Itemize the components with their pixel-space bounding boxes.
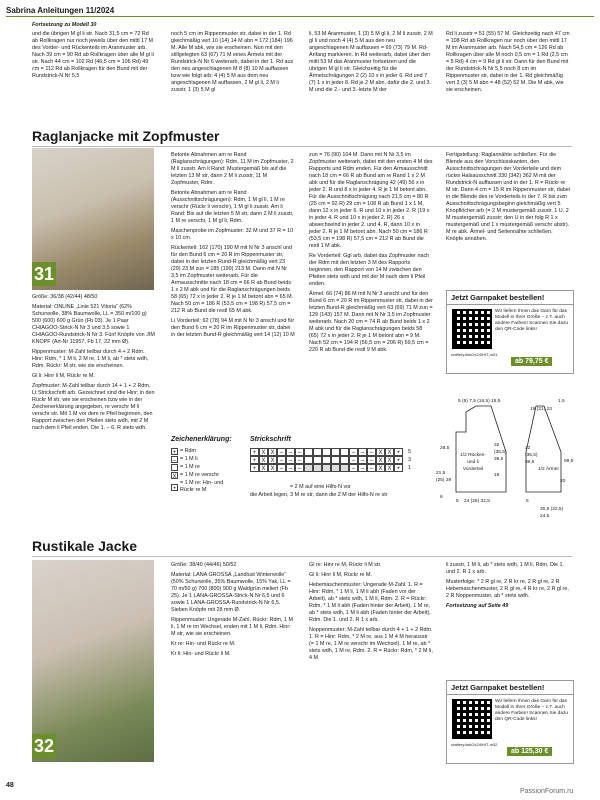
finishing-text: Fertigstellung: Raglannähte schließen. Für die Blende aus den Vorschlusskanten, den Ausschnittschrägungen der Vorderteile und dem rückw Halsausschnitt 330 (342) 362 M mit der Rundstrick-N auffassen und in der 1. R = Rückr re M str. Dann 4 cm = 15 R im Rippenmuster str, dabei in die Blende des re Vorderteils in der 7. R bis zum Ausschnittschrägungsbeginn gleichmäßig vert 5 Knopflöcher arb (= 2 M mustergemäß zusstr, 1 U, 2 M mustergemäß zusstr; den U in der folg R 1 x mustergemäß und 1 x mustergemäß verschr abstr). M re abk. Ärmel- und Seitennähte schließen. Knöpfe annähen.	[446, 152, 570, 242]
schematic-sleeve-label: 1/2 Ärmel	[538, 467, 559, 472]
chart-row: + X X – – – – – – X X +	[250, 456, 403, 464]
garter-text: Kr re: Hin- und Rückr re M.	[171, 641, 236, 647]
left-front-text: Li Vorderteil: 62 (78) 94 M mit N Nr 3 anschl und für den Bund 6 cm = 20 R im Rippenmuster str, dabei in der letzten Bund-R gleichmäßig vert 14 (12) 10 M	[171, 318, 295, 338]
section1-title: Raglanjacke mit Zopfmuster	[32, 128, 220, 144]
schematic-left-b: 6	[440, 495, 443, 500]
header-rule	[6, 16, 594, 17]
cable-pattern-text: Zopfmuster: M-Zahl teilbar durch 14 + 1 + 2 Rdm. Lt Strickschrift arb. Gezeichnet sind die Hinr; in den Rückr M str, wie sie erscheinen bzw wie in der Zeichenerklärung angegeben, re verschr M li verschr str. Mit 1 M vor dem re Pfeil beginnen, den Rapport zwischen den Pfeilen stets wdh, mit 2 M nach dem li Pfeil enden. Die 1. – 6. R stets wdh.	[32, 383, 155, 431]
schematic-sleeve-top: 1,5	[558, 399, 565, 404]
twisted-knit-symbol: X	[172, 474, 177, 480]
pattern-sequence-text: Musterfolge: * 2 R gl re, 2 R kr re, 2 R gl re, 2 R Hebemaschenmuster, 2 R gl re, 4 R kr re, 2 R gl re, 2 R Noppenmuster, ab * stets wdh.	[446, 579, 569, 599]
slip-stitch-text: Hebemaschenmuster: Ungerade M-Zahl. 1. R = Hinr: Rdm, * 1 M li, 1 M li abh (Faden vor der Arbeit), ab * stets wdh, 1 M li, Rdm. 2. R = Rückr: Rdm, * 1 M li abh (Faden hinter der Arbeit), 1 M re, ab * stets wdh, 1 M li abh (Faden hinter der Arbeit), Rdm. Die 1. und 2. R 1 x arb.	[309, 582, 431, 623]
left-front-cont-text: zun = 76 (90) 104 M. Dann mit N Nr 3,5 im Zopfmuster weiterarb, dabei mit den ersten 4 M des Rapports und Rdm enden. Für den Armausschnitt nach 18 cm = 66 R ab Bund am re Rand 1 x 2 M abk und für die Raglanschrägung 42 (49) 56 x in jeder 2. R und 8 x in jeder 4. R je 1 M betont abn. Für die Ausschnittschrägung nach 21,5 cm = 80 R (25 cm = 92 R) 29 cm = 108 R ab Bund 1 x 1 M, dann 12 x in jeder 6. R und 10 x in jeder 2. R (19 x in jeder 4. R und 10 x in jeder 2. R) 26 x abwechselnd in jeder 2. und 4. R, dann 10 x in jeder 2. R je 1 M betont abn. Nach 50 cm = 186 R (53,5 cm = 198 R) 57,5 cm = 212 R ab Bund die restl 1 M abk.	[309, 152, 433, 249]
schematic-top-measure: 5 (5) 7,5 (16,5) 18,5	[458, 399, 501, 404]
legend-list	[171, 448, 241, 494]
schematic-inner-width: 32 (35,5) 39,5	[494, 443, 507, 462]
raglan-decrease-text: Betonte Abnahmen am re Rand (Raglanschrägungen): Rdm, 11 M im Zopfmuster, 2 M li zusstr. Am li Rand: Mustergemäß bis auf die letzten 13 M str, dann 2 M li zusstr, 11 M Zopfmuster, Rdm.	[171, 152, 294, 186]
purl-symbol: –	[172, 458, 177, 464]
qr-code-icon[interactable]	[452, 309, 492, 349]
chart-note-1: = 2 M auf eine Hilfs-N vor	[290, 484, 351, 490]
legend-item: = 1 M re	[171, 464, 241, 471]
schematic-inner-height: 18	[494, 473, 500, 478]
promo-title: Jetzt Garnpaket bestellen!	[447, 291, 573, 305]
back-piece-text: Rückenteil: 162 (170) 190 M mit N Nr 3 anschl und für den Bund 6 cm = 20 R im Rippenmuster str, dabei in der letzten Rund-R gleichmäßig vert 23 (29) 23 M zun = 185 (199) 213 M. Dann mit N Nr 3,5 im Zopfmuster weiterarb. Für die Armausschnitte nach 18 cm = 66 R ab Bund beids 1 x 2 M abk und für die Raglanschrägungen beids 58 (65) 72 x in jeder 2. R je 1 M betont abn = 65 M. Nach 50 cm = 186 R (53,5 cm = 198 R) 57,5 cm = 212 R ab Bund die restl 65 M abk.	[171, 245, 294, 314]
price-badge: ab 79,75 €	[511, 357, 552, 366]
chart-row: + X X – – – – – – X X +	[250, 448, 403, 456]
promo-url[interactable]: craftery.link/2x24/HIT-m32	[451, 742, 498, 747]
section2-col-3	[446, 562, 570, 613]
top-col-4: Rd li zusstr = 51 (55) 57 M. Gleichzeitig nach 47 cm = 108 Rd ab Rollkragen nur noch über den mittl 17 M im Aranmuster arb. Nach 54,5 cm = 126 Rd ab Rollkragen über alle M noch 0,5 cm = 1 Rd (2,5 cm = 5 Rd) 4 cm = 9 Rd gl li str. Dann für den Bund mit der Rundstrick-N Nr 5,5 noch 8 cm im Rippenmuster str, dabei in der 1. Rd gleichmäßig vert 3 (3) 5 M abn = 48 (52) 52 M. Die M abk, wie sie erscheinen.	[446, 31, 570, 93]
site-watermark: PassionForum.ru	[520, 788, 574, 795]
chart-note-2: die Arbeit legen, 3 M re str, dann die 2 M der Hilfs-N re str	[250, 492, 388, 498]
bobble-pattern-text: Noppenmuster: M-Zahl teilbar durch 4 + 1 + 2 Rdm. 1. R = Hinr: Rdm, * 2 M re, aus 1 M 4 M herausstr (= 1 M re, 1 M re verschr im Wechsel), 1 M re, ab * stets wdh, 1 M re, Rdm. 2. R = Rückr: Rdm, * 2 M li, 4 M	[309, 627, 433, 661]
stockinette-text: Gl li: Hinr li M, Rückr re M.	[32, 373, 95, 379]
legend-title: Zeichenerklärung:	[171, 436, 232, 443]
sleeve-text: Ärmel: 66 (74) 86 M mit N Nr 3 anschl und für den Bund 6 cm = 20 R im Rippenmuster str, dabei in der letzten Bund-R gleichmäßig vert 63 (69) 71 M zun = 129 (143) 157 M. Dann mit N Nr 3,5 im Zopfmuster weiterarb. Nach 20 cm = 74 R ab Bund beids 1 x 2 M abk und für die Raglanschrägungen beids 58 (65) 72 x in jeder 2. R je 1 M betont abn = 9 M. Nach 52 cm = 194 R (56,5 cm = 206 R) 59,5 cm = 220 R ab Bund die restl 9 M abk.	[309, 291, 433, 353]
promo-text: Wir liefern Ihnen das Garn für das Modell in Ihrer Größe – z.T. auch andere Farben! Scannen Sie dazu den QR-Code links!	[495, 309, 569, 332]
size-text: Größe: 36/38 (42/44) 48/50	[32, 294, 98, 300]
bobble-cont-text: li zusstr, 1 M li, ab * stets wdh, 1 M li, Rdm. Die 1. und 2. R 1 x arb.	[446, 562, 565, 575]
top-col-1: und die übrigen M gl li str. Nach 31,5 cm = 72 Rd ab Rollkragen nur noch jeweils über den mittl 17 M des Vorder- und Rückenteils im Aranmuster arb. Nach 39 cm = 90 Rd ab Rollkragen über alle M gl li str. Nach 44 cm = 102 Rd (46,5 cm = 106 Rd) 49 cm = 112 Rd ab Rollkragen für den Bund mit der Rundstrick-N Nr 5,5	[32, 31, 154, 79]
legend-item: X = 1 M re verschr	[172, 472, 220, 480]
stitch-chart	[250, 448, 403, 472]
section1-col-4	[446, 152, 570, 246]
schematic-body-label: 1/2 Rücken- und li Vorderteil	[460, 453, 486, 472]
schematic-sleeve-bot-1: 6	[526, 499, 529, 504]
rib-pattern-text: Rippenmuster: M-Zahl teilbar durch 4 + 2 Rdm. Hinr: Rdm, * 1 M li, 2 M re, 1 M li, ab * stets wdh, Rdm. Rückr: M str, wie sie erscheinen.	[32, 349, 149, 369]
reverse-stockinette-text: Gl li: Hinr li M, Rückr re M.	[309, 572, 372, 578]
material-text: Material: ONLINE „Linie 521 Vitoria“ (62% Schurwolle, 38% Baumwolle, LL = 350 m/100 g) 500 (600) 600 g Grün (Fb 03). Je 1 Paar CHIAGOO-Strick-N Nr 3 und 3,5 sowie 1 CHIAGOO-Rundstrick-N Nr 3. Fünf Knöpfe von JIM KNOPF (Art-Nr 11957, Fb 17, 22 mm Ø).	[32, 304, 155, 345]
neck-decrease-text: Betonte Abnahmen am re Rand (Ausschnittschrägungen): Rdm, 1 M gl li, 1 M re verschr (Rückr li verschr), 1 M gl li zusstr. Am li Rand: Bis auf die letzten 5 M str, dann 2 M li zusstr, 1 M re verschr, 1 M gl li, Rdm.	[171, 190, 294, 224]
schematic-sleeve-height: 32 (35,5) 39,5	[525, 446, 538, 465]
top-col-2: noch 5 cm im Rippenmuster str, dabei in der 1. Rd gleichmäßig vert 10 (14) 14 M abn = 172 (184) 196 M. Alle M abk, wie sie erscheinen. Nun mit den stillgelegten 63 (67) 71 M eines Ärmels mit der Rundstrick-N Nr 6 weiterarb, dabei in der 1. Rd aus den neu angeschlagenen M 8 (8) 10 M auffassen bzw wie folgt arb: 4 (4) 5 M aus dem neu angeschlagenen M auffassen, 2 M gl li, 2 M li zusstr, 1 (3) 5 M gl	[171, 31, 294, 93]
qr-code-icon[interactable]	[452, 699, 492, 739]
reverse-garter-text: Kr li: Hin- und Rückr li M.	[171, 651, 231, 657]
legend-item: – = 1 M li	[172, 456, 198, 464]
schematic-sleeve-len1: 20	[560, 479, 566, 484]
promo-url[interactable]: craftery.link/2x24/HIT-m31	[451, 352, 498, 357]
yarn-package-box-32[interactable]	[446, 680, 574, 764]
chart-row: + X X – – – – – – X X +	[250, 464, 403, 472]
model-number-badge: 31	[32, 262, 56, 286]
rib-pattern-text: Rippenmuster: Ungerade M-Zahl. Rückr: Rdm, 1 M li, 1 M re im Wechsel, enden mit 1 M li, Rdm. Hinr: M str, wie sie erscheinen.	[171, 617, 293, 637]
yarn-package-box-31[interactable]	[446, 290, 574, 374]
right-front-text: Re Vorderteil: Ggl arb, dabei das Zopfmuster nach der Rdm mit den letzten 3 M des Rapports beginnen, den Rapport von 14 M zwischen den Pfeilen stets wdh und mit der M nach dem li Pfeil enden.	[309, 253, 430, 287]
schematic-bottom-2: 24 (28) 32,5	[464, 499, 490, 504]
schematic-left-h1: 28,5	[440, 446, 450, 451]
garter-symbol: •	[171, 484, 178, 491]
edge-stitch-symbol: +	[172, 450, 177, 456]
gauge-text: Maschenprobe im Zopfmuster: 32 M und 37 R = 10 x 10 cm.	[171, 228, 294, 241]
section2-col-1	[171, 562, 295, 661]
schematic-sleeve-width: 19 (21) 23	[530, 407, 552, 412]
knit-symbol	[171, 464, 178, 471]
material-text: Material: LANA GROSSA „Landlust Winterwolle“ (50% Schurwolle, 35% Baumwolle, 15% Yak, LL = 70 m/50 g) 700 (800) 900 g Waldgrün meliert (Fb 25). Je 1 LANA-GROSSA-Strick-N Nr 6,5 und 6 sowie 1 LANA-GROSSA-Rundstrick-N Nr 6,5. Sieben Knöpfe mit 28 mm Ø.	[171, 572, 291, 613]
size-text: Größe: 38/40 (44/46) 50/52	[171, 562, 237, 568]
continued-link[interactable]: Fortsetzung auf Seite 49	[446, 603, 509, 609]
continued-title: Fortsetzung zu Modell 30	[32, 22, 97, 28]
chart-title: Strickschrift	[250, 436, 291, 443]
section2-title: Rustikale Jacke	[32, 538, 138, 554]
legend-item: • = 1 M re: Hin- und Rückr re M	[171, 480, 241, 494]
model-number-badge: 32	[32, 734, 56, 758]
section1-col-1	[32, 294, 156, 435]
magazine-header: Sabrina Anleitungen 11/2024	[6, 6, 115, 15]
page-number: 48	[6, 782, 14, 789]
schematic-sleeve-bot-2: 30,5 (22,5) 24,5	[540, 507, 564, 519]
schematic-sleeve-len2: 59,5	[564, 459, 574, 464]
section2-rule	[32, 556, 572, 557]
model-32-photo	[32, 560, 154, 762]
promo-title: Jetzt Garnpaket bestellen!	[447, 681, 573, 695]
section1-rule	[32, 146, 572, 147]
chart-row-numbers: 5 3 1	[408, 449, 411, 471]
schematic-bottom-1: 5	[456, 499, 459, 504]
stockinette-text: Gl re: Hinr re M, Rückr li M str.	[309, 562, 382, 568]
section2-col-2	[309, 562, 433, 665]
section1-col-3	[309, 152, 433, 357]
legend-item: + = Rdm	[172, 448, 197, 456]
promo-text: Wir liefern Ihnen das Garn für das Modell in Ihrer Größe – z.T. auch andere Farben! Scannen Sie dazu den QR-Code links!	[495, 699, 569, 722]
section1-col-2	[171, 152, 295, 342]
top-col-3: li, 53 M Aranmuster, 1 (3) 5 M gl li, 2 M li zusstr, 2 M gl li und noch 4 (4) 5 M aus den neu angeschlagenen M auffassen = 69 (73) 79 M. Rd-Anfang markieren. In Rd weiterarb, dabei über den mittl 53 M das Aranmuster fortsetzen und die übrigen M gl li str. Gleichzeitig für die Ärmelschrägungen 2 (2) 10 x in jeder 6. Rd und 7 (7) 1 x in jeder 8. Rd je 2 M abn, dafür die 2. und 3. M und die 2.- und 3.-letzte M der	[309, 31, 433, 93]
price-badge: ab 125,30 €	[507, 747, 552, 756]
schematic-left-h2: 21,5 (25) 29	[436, 471, 452, 483]
